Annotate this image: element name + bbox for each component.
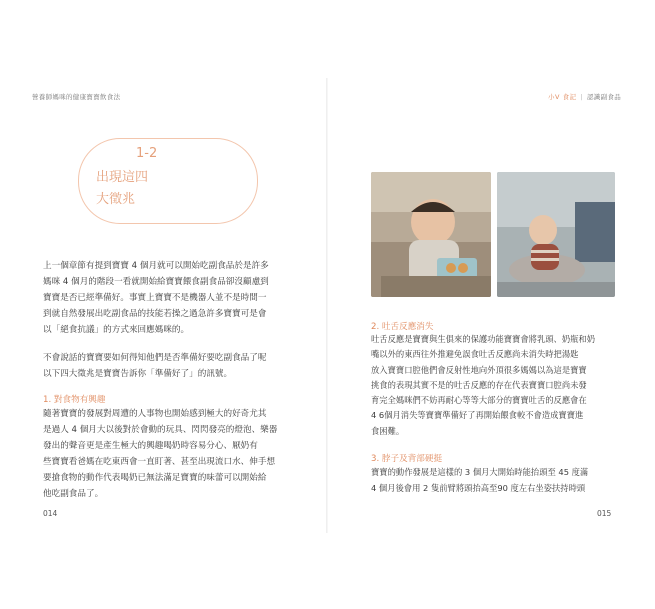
photo-baby-eating [371, 172, 491, 297]
section2-heading: 2. 吐舌反應消失 [371, 322, 434, 332]
section3-line: 寶寶的動作發展是這樣的 3 個月大開始時能抬頭至 45 度滿 [371, 467, 589, 477]
header-brand-logo: 小V 食記 [547, 93, 577, 101]
section2-line: 吐舌反應是寶寶與生俱來的保護功能寶寶會將乳頭、奶瓶和奶 [371, 334, 596, 344]
section1-line: 發出的聲音更是產生極大的興趣喝奶時容易分心、厭奶有 [43, 441, 258, 451]
section1-line: 他吃副食品了。 [43, 489, 104, 499]
intro-paragraph [43, 258, 269, 338]
section2-line: 食困難。 [371, 425, 405, 436]
section2-line: 4 6個月消失等寶寶準備好了再開始餵食較不會造成寶寶進 [371, 410, 584, 421]
chapter-title-line1: 出現這四 [96, 170, 149, 185]
signs-intro-line: 不會說話的寶寶要如何得知他們是否準備好要吃副食品了呢 [43, 353, 267, 363]
signs-intro-line: 以下四大徵兆是寶寶告訴你「準備好了」的訊號。 [43, 369, 233, 379]
chapter-title-line2: 大徵兆 [96, 192, 136, 207]
chapter-number: 1-2 [136, 146, 158, 161]
section1-line: 隨著寶寶的發展對周遭的人事物也開始感到極大的好奇尤其 [43, 409, 267, 419]
section3-line: 4 個月後會用 2 隻前臂將頭抬高至90 度左右坐姿扶持時頭 [371, 483, 586, 493]
section2-line: 放入寶寶口腔他們會反射性地向外頂很多媽媽以為這是寶寶 [371, 364, 587, 375]
intro-line: 寶寶是否已經準備好。事實上寶寶不是機器人並不是時間一 [43, 293, 267, 303]
photo-baby-sitting [497, 172, 615, 297]
book-spine [326, 78, 328, 533]
section2-line: 育完全媽咪們不妨再耐心等等大部分的寶寶吐舌的反應會在 [371, 395, 587, 406]
intro-line: 以「絕食抗議」的方式來回應媽咪的。 [43, 325, 190, 335]
intro-line: 媽咪 4 個月的階段一看就開始給寶寶餵食副食品卻沒顧慮到 [43, 277, 269, 287]
section3-paragraph [371, 464, 588, 496]
section2-line: 嘴以外的東西往外推避免誤食吐舌反應尚未消失時把湯匙 [371, 349, 579, 360]
intro-line: 到就自然發展出吃副食品的技能若操之過急許多寶寶可是會 [43, 309, 267, 319]
section3-heading: 3. 脖子及背部硬挺 [371, 454, 443, 464]
section1-line: 是過人 4 個月大以後對於會動的玩具、閃閃發亮的燈泡、樂器 [43, 425, 278, 435]
left-page-number: 014 [43, 509, 58, 518]
left-running-header: 營養師媽咪的健康寶寶飲食法 [32, 93, 121, 101]
photo-baby-sitting-art [497, 172, 615, 297]
signs-intro-paragraph [43, 350, 266, 382]
section2-paragraph [371, 332, 595, 439]
header-section-title: 認識副食品 [587, 93, 621, 101]
section1-heading: 1. 對食物有興趣 [43, 395, 106, 405]
section1-line: 要搶食物的動作代表喝奶已無法滿足寶寶的味蕾可以開始給 [43, 473, 267, 483]
right-running-header [548, 92, 621, 101]
intro-line: 上一個章節有提到寶寶 4 個月就可以開始吃副食品於是許多 [43, 261, 269, 271]
header-divider: | [580, 92, 583, 101]
section1-paragraph [43, 406, 277, 502]
right-page-number: 015 [597, 509, 612, 518]
section2-line: 挑食的表現其實不是的吐舌反應的存在代表寶寶口腔尚未發 [371, 379, 587, 390]
section1-line: 些寶寶看爸媽在吃東西會一直盯著、甚至出現流口水、伸手想 [43, 457, 276, 467]
photo-baby-eating-art [371, 172, 491, 297]
